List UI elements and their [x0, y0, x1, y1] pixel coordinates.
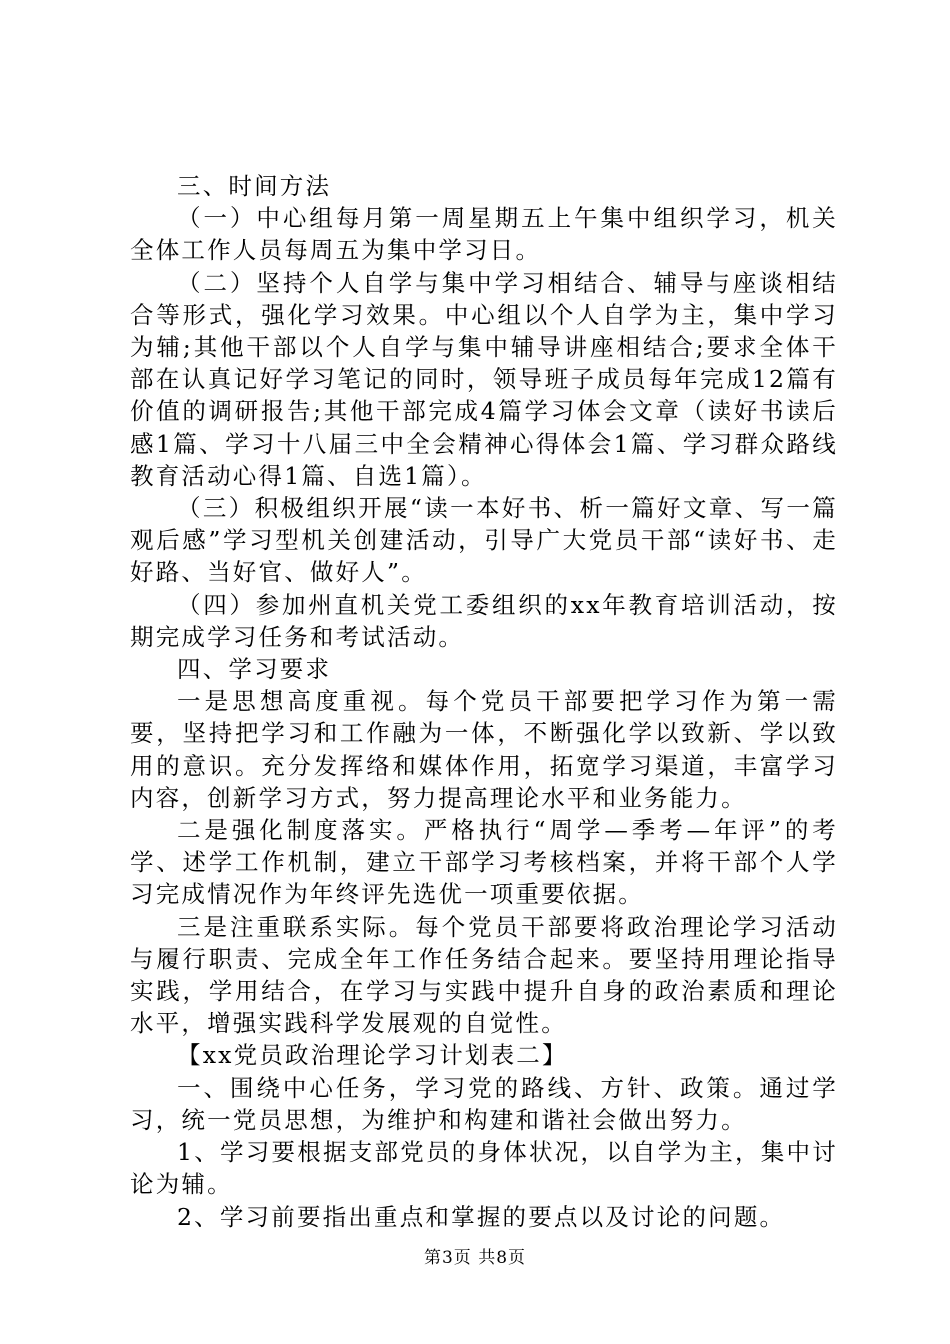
paragraph-item-4: （四）参加州直机关党工委组织的xx年教育培训活动，按期完成学习任务和考试活动。	[130, 590, 838, 651]
section-heading-requirements: 四、学习要求	[177, 655, 332, 684]
paragraph-plan-1-1: 1、学习要根据支部党员的身体状况，以自学为主，集中讨论为辅。	[130, 1138, 838, 1199]
paragraph-item-3: （三）积极组织开展“读一本好书、析一篇好文章、写一篇观后感”学习型机关创建活动，引导广大党员干部“读好书、走好路、当好官、做好人”。	[130, 494, 838, 587]
paragraph-requirement-1: 一是思想高度重视。每个党员干部要把学习作为第一需要，坚持把学习和工作融为一体，不断强化学以致新、学以致用的意识。充分发挥络和媒体作用，拓宽学习渠道，丰富学习内容，创新学习方式，努力提高理论水平和业务能力。	[130, 687, 838, 812]
paragraph-plan-1-2: 2、学习前要指出重点和掌握的要点以及讨论的问题。	[177, 1202, 786, 1231]
paragraph-item-1: （一）中心组每月第一周星期五上午集中组织学习，机关全体工作人员每周五为集中学习日。	[130, 204, 838, 265]
paragraph-item-2: （二）坚持个人自学与集中学习相结合、辅导与座谈相结合等形式，强化学习效果。中心组以个人自学为主，集中学习为辅;其他干部以个人自学与集中辅导讲座相结合;要求全体干部在认真记好学习笔记的同时，领导班子成员每年完成12篇有价值的调研报告;其他干部完成4篇学习体会文章（读好书读后感1篇、学习十八届三中全会精神心得体会1篇、学习群众路线教育活动心得1篇、自选1篇）。	[130, 268, 838, 490]
paragraph-requirement-2: 二是强化制度落实。严格执行“周学—季考—年评”的考学、述学工作机制，建立干部学习考核档案，并将干部个人学习完成情况作为年终评先选优一项重要依据。	[130, 816, 838, 909]
section-heading-time-method: 三、时间方法	[177, 172, 332, 200]
document-body	[130, 170, 838, 1233]
page-number-footer: 第3页 共8页	[423, 1248, 527, 1268]
paragraph-plan-1: 一、围绕中心任务，学习党的路线、方针、政策。通过学习，统一党员思想，为维护和构建和谐社会做出努力。	[130, 1073, 838, 1134]
plan-table-two-title: 【xx党员政治理论学习计划表二】	[177, 1041, 568, 1070]
paragraph-requirement-3: 三是注重联系实际。每个党员干部要将政治理论学习活动与履行职责、完成全年工作任务结合起来。要坚持用理论指导实践，学用结合，在学习与实践中提升自身的政治素质和理论水平，增强实践科学发展观的自觉性。	[130, 912, 838, 1038]
